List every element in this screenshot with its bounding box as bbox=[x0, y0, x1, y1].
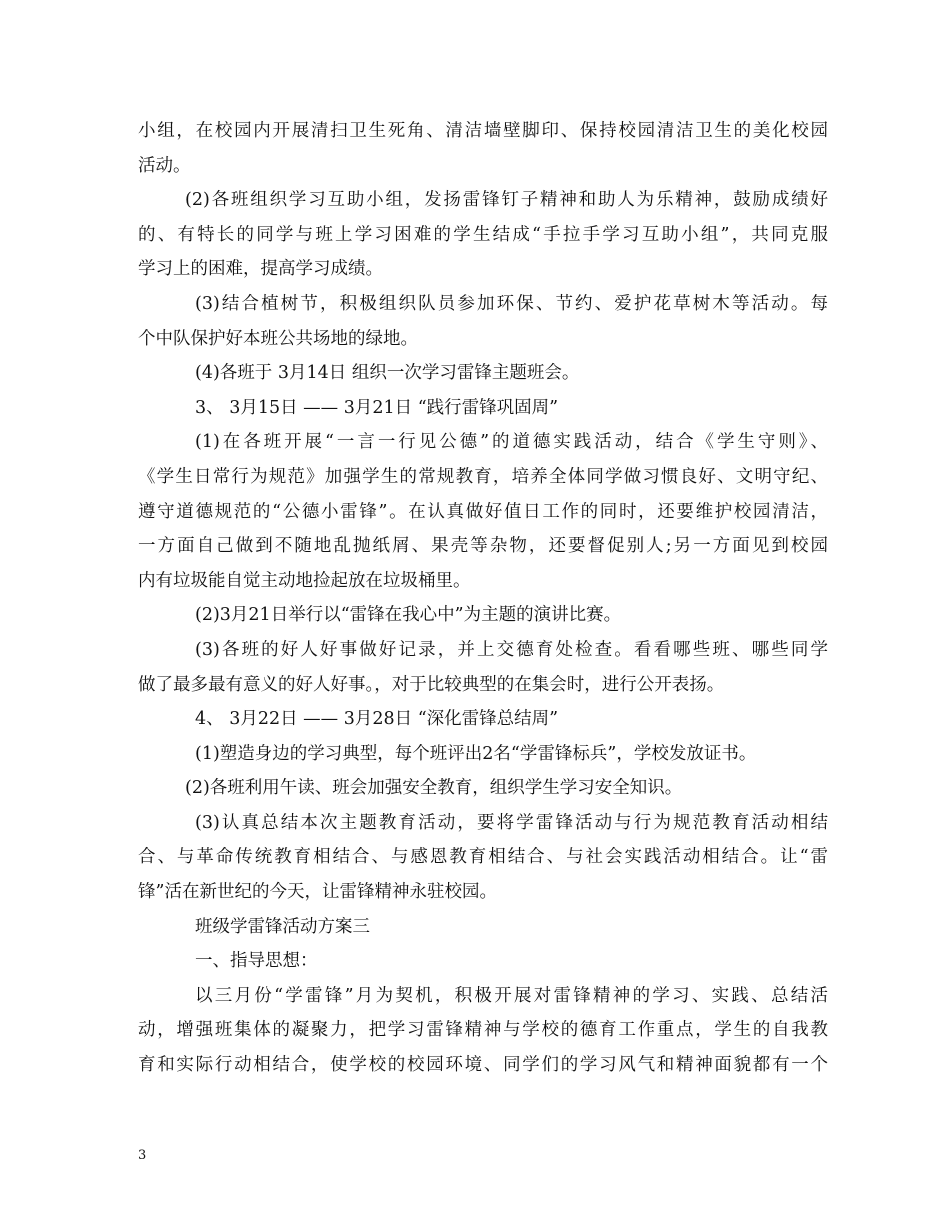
page-number: 3 bbox=[138, 1148, 147, 1163]
text-line: (1)塑造身边的学习典型，每个班评出2名“学雷锋标兵”，学校发放证书。 bbox=[195, 743, 757, 764]
text-line: 锋”活在新世纪的今天，让雷锋精神永驻校园。 bbox=[138, 882, 497, 903]
text-line: 的、有特长的同学与班上学习困难的学生结成“手拉手学习互助小组”，共同克服 bbox=[138, 224, 828, 245]
text-line: (3)结合植树节，积极组织队员参加环保、节约、爱护花草树木等活动。每 bbox=[195, 293, 828, 314]
text-line: 做了最多最有意义的好人好事。，对于比较典型的在集会时，进行公开表扬。 bbox=[138, 674, 725, 695]
text-line: 动，增强班集体的凝聚力，把学习雷锋精神与学校的德育工作重点，学生的自我教 bbox=[138, 1020, 828, 1041]
text-line: (3)各班的好人好事做好记录，并上交德育处检查。看看哪些班、哪些同学 bbox=[195, 639, 828, 660]
text-line: 一方面自己做到不随地乱抛纸屑、果壳等杂物，还要督促别人;另一方面见到校园 bbox=[138, 536, 828, 557]
text-line: 育和实际行动相结合，使学校的校园环境、同学们的学习风气和精神面貌都有一个 bbox=[138, 1055, 828, 1076]
text-line: (4)各班于 3月14日 组织一次学习雷锋主题班会。 bbox=[195, 363, 580, 384]
section-heading: 一、指导思想： bbox=[195, 951, 318, 972]
text-line: 活动。 bbox=[138, 155, 191, 176]
section-heading: 4、 3月22日 —— 3月28日 “深化雷锋总结周” bbox=[195, 709, 559, 730]
text-line: 内有垃圾能自觉主动地捡起放在垃圾桶里。 bbox=[138, 570, 471, 591]
section-title: 班级学雷锋活动方案三 bbox=[195, 916, 370, 937]
section-heading: 3、 3月15日 —— 3月21日 “践行雷锋巩固周” bbox=[195, 397, 559, 418]
document-body bbox=[138, 114, 828, 1083]
text-line: (2)各班组织学习互助小组，发扬雷锋钉子精神和助人为乐精神，鼓励成绩好 bbox=[185, 190, 828, 211]
text-line: 小组，在校园内开展清扫卫生死角、清洁墙壁脚印、保持校园清洁卫生的美化校园 bbox=[138, 121, 828, 141]
text-line: (2)各班利用午读、班会加强安全教育，组织学生学习安全知识。 bbox=[185, 778, 683, 799]
text-line: (1)在各班开展“一言一行见公德”的道德实践活动，结合《学生守则》、 bbox=[195, 432, 828, 453]
text-line: 个中队保护好本班公共场地的绿地。 bbox=[138, 328, 418, 349]
text-line: (3)认真总结本次主题教育活动，要将学雷锋活动与行为规范教育活动相结 bbox=[195, 812, 828, 833]
text-line: 遵守道德规范的“公德小雷锋”。在认真做好值日工作的同时，还要维护校园清洁， bbox=[138, 501, 828, 522]
text-line: 学习上的困难，提高学习成绩。 bbox=[138, 259, 383, 280]
text-line: 《学生日常行为规范》加强学生的常规教育，培养全体同学做习惯良好、文明守纪、 bbox=[138, 466, 828, 487]
text-line: 以三月份“学雷锋”月为契机，积极开展对雷锋精神的学习、实践、总结活 bbox=[195, 985, 828, 1006]
text-line: 合、与革命传统教育相结合、与感恩教育相结合、与社会实践活动相结合。让“雷 bbox=[138, 847, 828, 868]
text-line: (2)3月21日举行以“雷锋在我心中”为主题的演讲比赛。 bbox=[195, 605, 622, 626]
